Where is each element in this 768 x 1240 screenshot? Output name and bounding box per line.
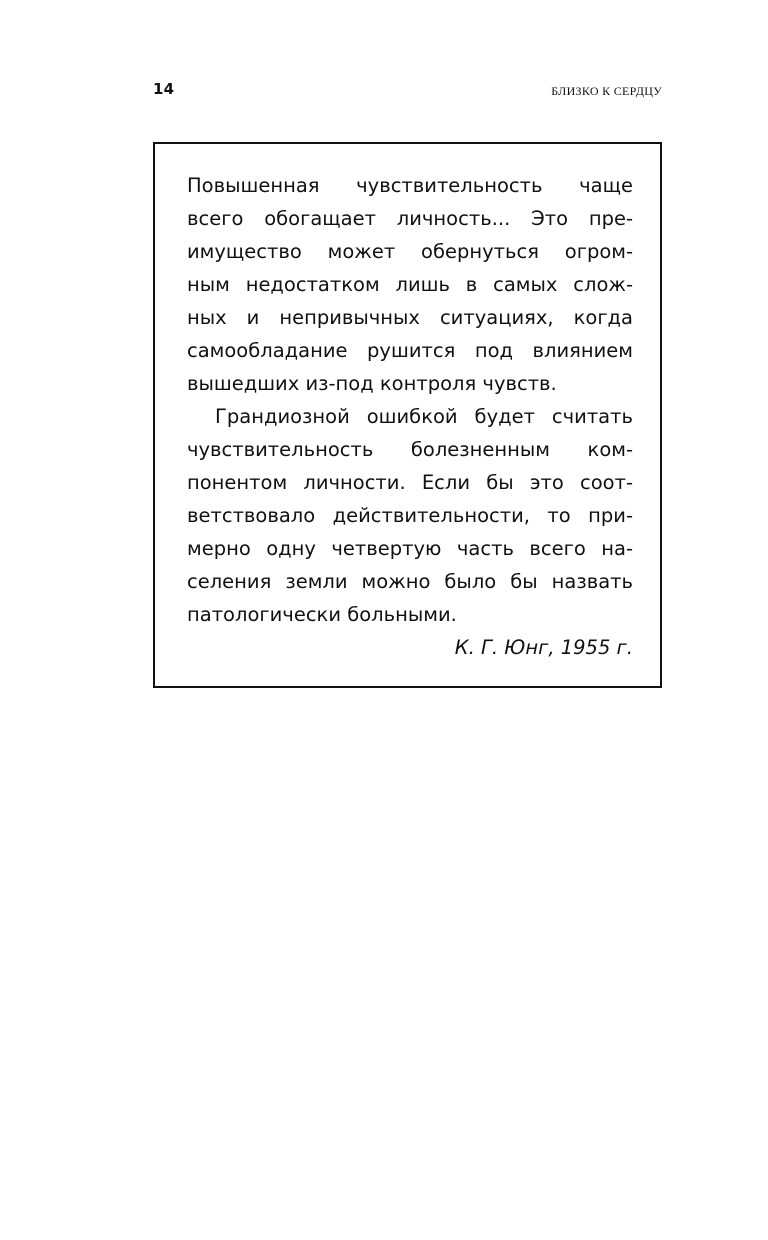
running-header-title: БЛИЗКО К СЕРДЦУ [551, 84, 662, 98]
text-line: чувствительность болезненным ком- [187, 438, 633, 461]
text-line: имущество может обернуться огром- [187, 240, 633, 263]
page-number: 14 [153, 80, 175, 98]
text-line: патологически больными. [187, 603, 457, 626]
text-line: селения земли можно было бы назвать [187, 570, 633, 593]
epigraph-text [187, 169, 633, 664]
epigraph-box [153, 142, 662, 688]
text-line: ным недостатком лишь в самых слож- [187, 273, 633, 296]
text-line: ных и непривычных ситуациях, когда [187, 306, 633, 329]
text-line: понентом личности. Если бы это соот- [187, 471, 633, 494]
text-line: ветствовало действительности, то при- [187, 504, 633, 527]
text-line: всего обогащает личность... Это пре- [187, 207, 633, 230]
text-line: мерно одну четвертую часть всего на- [187, 537, 633, 560]
text-line: самообладание рушится под влиянием [187, 339, 633, 362]
text-line: вышедших из-под контроля чувств. [187, 372, 557, 395]
quote-attribution: К. Г. Юнг, 1955 г. [454, 636, 633, 659]
text-line: Повышенная чувствительность чаще [187, 174, 633, 197]
text-line: Грандиозной ошибкой будет считать [215, 405, 633, 428]
